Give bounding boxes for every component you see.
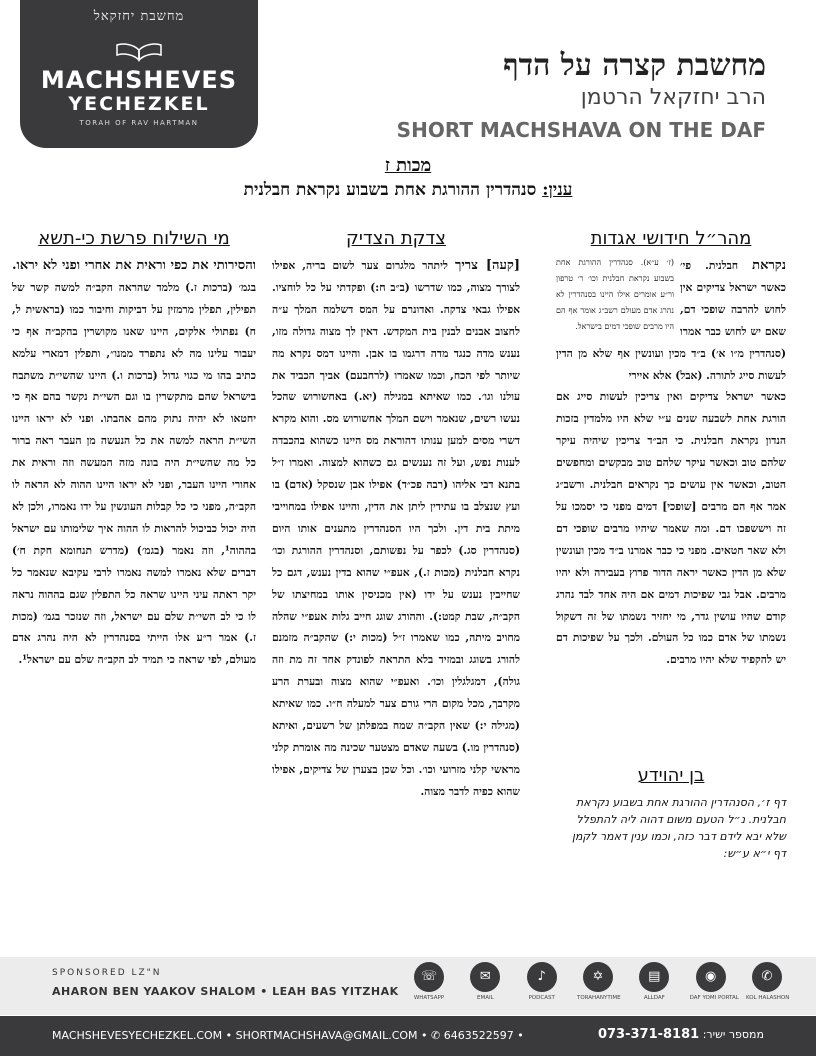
- sponsor-names: AHARON BEN YAAKOV SHALOM • LEAH BAS YITZHAK: [52, 985, 399, 998]
- topic-label: ענין:: [542, 180, 573, 200]
- sponsor-bar: [0, 957, 816, 1015]
- mei-hashiloach-body: בגמ׳ (ברכות ז.) מלמד שהראה הקב״ה למשה קשר של תפילין, תפלין מרמזין על דביקות וחיבור כמו (בראשית ל, ח) נפתולי אלקים, היינו שאנו מקושרין בהקב״ה אף כי יעבור עלינו מה לא נתפרד ממנו״, ותפלין דמארי עלמא כתיב בהו מי כגוי גדול (ברכות ו.) היינו שהשי״ת משתבח בישראל שהם מתקשרין בו וגם השי״ת נקשר בהם אף כי יחטאו לא יהיה נתוק מהם אהבתו. ופני לא יראו היינו השי״ת הראה למשה את כל הנעשה מן העבר ראה ברור כל מה שהשי״ת היה בונה מזה המעשה וזה וראית את אחורי היינו העבר, ופני לא יראו היינו ההוה לא הראה לו הקב״ה, מפני כי כל קבלות העונשין על ידו נאמרו, ולכן לא היה יכול כביכול להראות לו ההוה איך שלימותו עם ישראל בההוה¹, וזה נאמר (בגמ׳) (מדרש תנחומא חקת ח׳) דברים שלא נאמרו למשה נאמרו לרבי עקיבא שנאמר כל יקר ראתה עיני היינו שראה כל התפלין שגם בההוה נראה לו כי לב השי״ת שלם עם ישראל, וזה שנזכר בגמ׳ (מכות ז.) אמר ר״ע אלו הייתי בסנהדרין לא היה נהרג אדם מעולם, לפי שראה כי תמיד לב הקב״ה שלם עם ישראל¹.: [12, 280, 256, 667]
- maharal-lead-word: נקראת: [752, 258, 786, 273]
- tzidkas-lead: [קעה] צריך: [454, 258, 520, 273]
- mei-hashiloach-column: [12, 228, 256, 671]
- dafyomi-portal-label: DAF YOMI PORTAL: [689, 995, 739, 1001]
- email-link[interactable]: [464, 962, 506, 1012]
- maharal-column: [556, 228, 786, 671]
- mei-hashiloach-lead: והסירותי את כפי וראית את אחרי ופני לא יראו.: [12, 258, 256, 273]
- torahanytime-icon: ✡: [583, 962, 613, 992]
- kolhalashon-label: KOL HALASHON: [745, 995, 790, 1001]
- email-icon: ✉: [470, 962, 500, 992]
- platform-links: [408, 962, 788, 1012]
- podcast-icon: ♪: [527, 962, 557, 992]
- torahanytime-link[interactable]: [577, 962, 619, 1012]
- topic-text: סנהדרין ההורגת אחת בשבוע נקראת חבלנית: [243, 180, 543, 200]
- logo-name-line2: YECHEZKEL: [68, 93, 210, 115]
- topic-line: [20, 180, 796, 200]
- kolhalashon-icon: ✆: [752, 962, 782, 992]
- sponsor-label: SPONSORED LZ"N: [52, 968, 162, 978]
- phone-number: 073-371-8181: [597, 1027, 700, 1042]
- daf-reference: מכות ז: [384, 155, 432, 176]
- mei-hashiloach-text: [12, 255, 256, 671]
- tzidkas-body: ליתהר מלגרום צער לשום בריה, אפילו לצורך מצוה, כמו שדרשו (ב״ב ח:) ופקדתי על כל לוחציו. אפילו גבאי צדקה. ואדונרם על המס דשלמה המלך ע״ה לחצוב אבנים לבנין בית המקדש. דאין לך מצוה גדולה מזו, נענש מדה כנגד מדה דרגמו בו אבן. והיינו דמס נקרא מה שיותר לפי הכח, וכמו שאמרו (לרחבעם) אביך הכביד את עולנו וגו׳. כמו שאיתא במגילה (יא.) באחשורוש שהכל נעשו רשים, שנאמר וישם המלך אחשורוש מס. והוא מקרא דשרי מסים למען ענותו דהוראת מס היינו כשהוא בהכבדה לענות נפש, ועל זה נענשים גם כשהוא למצוה. ואמרו ז״ל בתנא דבי אליהו (רבה פכ״ד) אפילו אבן שנסקל (אדם) בו ועץ שנצלב בו עתידין ליתן את הדין, והיינו אפילו במחוייבי מיתת בית דין. ולכך היו הסנהדרין מתענים אותו היום (סנהדרין סג.) לכפר על נפשותם, וסנהדרין ההורגת וכו׳ נקרא חבלנית (מכות ז.), אעפ״י שהוא בדין נענש, דגם כל שחייבין נענש על ידו (אין מכניסין אותו במחיצתו של הקב״ה, שבת קמט:). וההורג שוגג חייב גלות אעפ״י שהלה מחויב מיתה, כמו שאמרו ז״ל (מכות י:) שהקב״ה מזמנם להורג בשוגג ובמזיד בלא התראה לפונדק אחד זה מת וזה גולה), דמגלגלין וכו׳. ואעפ״י שהוא מצוה ובערת הרע מקרבך, מכל מקום הרי גורם צער למעלה ח״ו. כמו שאיתא (מגילה י:) שאין הקב״ה שמח במפלתן של רשעים, ואיתא (סנהדרין מו.) בשעה שאדם מצטער שכינה מה אומרת קלני מראשי קלני מזרועי וכו׳. וכל שכן בצערן של צדיקים, אפילו שהוא כפיה לדבר מצוה.: [272, 259, 520, 798]
- tzidkas-text: [272, 255, 520, 803]
- torahanytime-label: TORAHANYTIME: [576, 995, 621, 1001]
- alldaf-icon: ▤: [639, 962, 669, 992]
- page-title-hebrew: מחשבת קצרה על הדף: [503, 48, 766, 83]
- logo: [20, 0, 258, 148]
- whatsapp-label: WHATSAPP: [413, 995, 445, 1001]
- contact-info[interactable]: MACHSHEVESYECHEZKEL.COM • SHORTMACHSHAVA@GMAIL.COM • ✆ 6463522597 •: [52, 1029, 524, 1042]
- logo-name-line1: MACHSHEVES: [40, 66, 238, 94]
- dafyomi-portal-link[interactable]: [689, 962, 739, 1012]
- author-name: הרב יחזקאל הרטמן: [580, 85, 766, 110]
- open-book-icon: [115, 40, 163, 62]
- maharal-source-text: (ז׳ ע״א). סנהדרין ההורגת אחת בשבוע נקראת חבלנית וכו׳ ר׳ טרפון ור״ע אומרים אילו היינו בסנהדרין לא נהרג אדם מעולם רשב״ג אומר אף הם היו מרבים שופכי דמים בישראל.: [556, 258, 674, 331]
- kolhalashon-link[interactable]: [746, 962, 788, 1012]
- maharal-heading: מהר״ל חידושי אגדות: [590, 228, 752, 249]
- podcast-label: PODCAST: [528, 995, 555, 1001]
- maharal-intro-body: חבלנית. פי׳ כאשר ישראל צדיקים אין לחוש להרבה שופכי דם, שאם יש לחוש כבר אמרו (סנהדרין מ״ו א׳) ב״ד מכין ועונשין אף שלא מן הדין לעשות סייג לתורה. (אבל) אלא איירי: [556, 259, 786, 382]
- tzidkas-hatzaddik-column: [272, 228, 520, 803]
- direct-phone[interactable]: [598, 1027, 764, 1042]
- whatsapp-icon: ☏: [414, 962, 444, 992]
- tzidkas-heading: צדקת הצדיק: [346, 228, 446, 249]
- mei-hashiloach-heading: מי השילוח פרשת כי-תשא: [38, 228, 230, 249]
- page-title-english: SHORT MACHSHAVA ON THE DAF: [396, 118, 766, 142]
- podcast-link[interactable]: [521, 962, 563, 1012]
- dafyomi-portal-icon: ◉: [696, 962, 726, 992]
- maharal-body: כאשר ישראל צדיקים ואין צריכין לעשות סייג אם הורגת אחת לשבעה שנים ע״י שלא היו מלמדין בזכות הנדון נקראת חבלנית. כי הב״ד צריכין שיהיה עיקר שלהם טוב וכאשר עיקר שלהם טוב מבקשים ומחפשים הטוב, וכאשר אין עושים כך נקראים חבלנית. ורשב״ג אמר אף הם מרבים [שופכי] דמים מפני כי יסמכו על זה ויששפכו דם. ומה שאמר שיהיו מרבים שופכי דם ולא שאר חטאים. מפני כי כבר אמרנו ב״ד מכין ועונשין שלא מן הדין כאשר יראה הדור פרוץ בעבירה ולא יהיו מרבים. אבל גבי שפיכות דמים אם היה אחד לבד נהרג קודם שהיו עושין גדר, מי יחזיר נשמתו של זה דשקול נשמתו של אדם כמו כל העולם. ולכך על שפיכות דם יש להקפיד שלא יהיו מרבים.: [556, 390, 786, 667]
- ben-yehoyada-text: דף ז׳, הסנהדרין ההורגת אחת בשבוע נקראת חבלנית. נ״ל הטעם משום דהוה ליה להתפלל שלא יבא לידם דבר כזה, וכמו ענין דאמר לקמן דף י״א ע״ש:: [571, 796, 786, 860]
- whatsapp-link[interactable]: [408, 962, 450, 1012]
- alldaf-label: ALLDAF: [643, 995, 665, 1001]
- alldaf-link[interactable]: [633, 962, 675, 1012]
- logo-tagline: TORAH OF RAV HARTMAN: [79, 119, 199, 127]
- contact-bar: [0, 1016, 816, 1056]
- ben-yehoyada-heading: בן יהוידע: [637, 765, 705, 786]
- maharal-intro: [556, 255, 786, 386]
- email-label: EMAIL: [476, 995, 494, 1001]
- phone-label: ממספר ישיר:: [702, 1028, 764, 1041]
- logo-hebrew-text: מחשבת יחזקאל: [93, 9, 185, 24]
- ben-yehoyada-box: [556, 765, 786, 862]
